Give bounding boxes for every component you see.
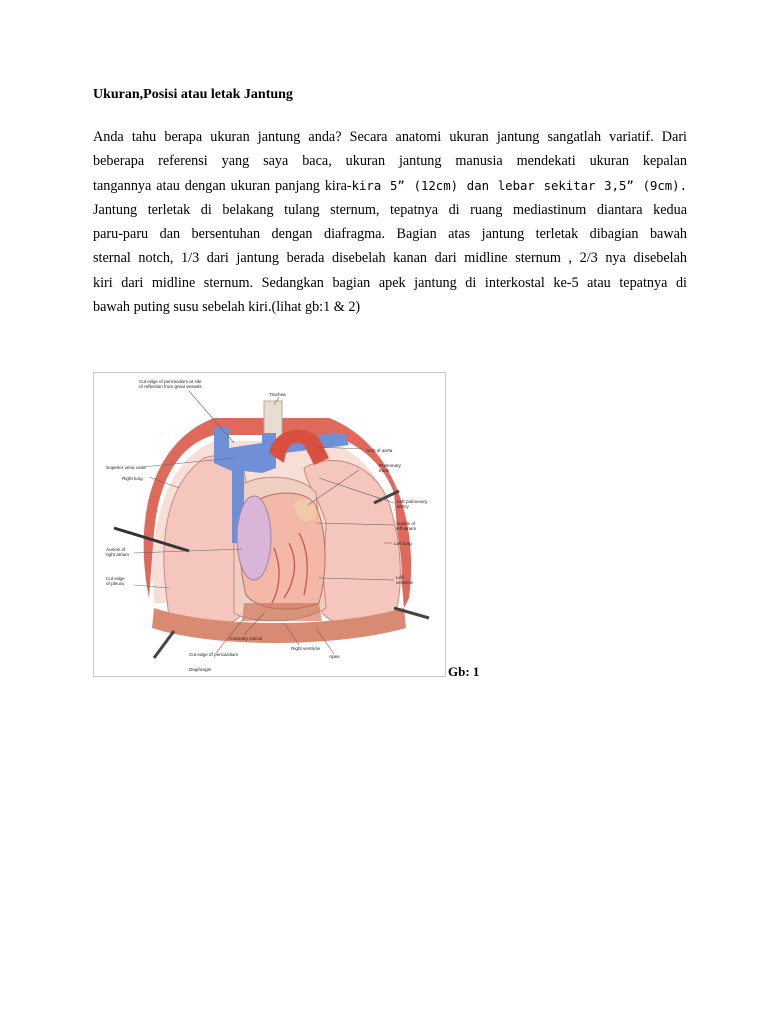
- retractor-bottom-left: [154, 631, 174, 658]
- label-cut-edge-pericardium: Cut edge of pericardium: [189, 652, 239, 657]
- paragraph-line: bawah puting susu sebelah kiri.(lihat gb:1 & 2): [93, 299, 361, 316]
- paragraph-line-start: tangannya atau dengan ukuran panjang kira-: [93, 177, 352, 194]
- paragraph-line: Jantung terletak di belakang tulang sternum, tepatnya di ruang mediastinum diantara kedua: [93, 201, 687, 218]
- label-trachea: Trachea: [269, 392, 286, 397]
- paragraph-line: paru-paru dan bersentuhan dengan diafragma. Bagian atas jantung terletak dibagian bawah: [93, 226, 687, 243]
- label-pulmonary-trunk: Pulmonary: [379, 463, 401, 468]
- label-cut-edge-pleura: Cut edge: [106, 576, 125, 581]
- label-arch-of-aorta: Arch of aorta: [366, 448, 393, 453]
- right-atrium-shape: [237, 496, 271, 580]
- label-pulmonary-trunk: trunk: [379, 468, 390, 473]
- paragraph-line: Anda tahu berapa ukuran jantung anda? Secara anatomi ukuran jantung sangatlah variatif. Dari: [93, 129, 687, 145]
- label-superior-vena-cava: Superior vena cava: [106, 465, 146, 470]
- size-measurement-text: kira 5” (12cm) dan lebar sekitar 3,5” (9cm).: [351, 178, 687, 193]
- label-left-lung: Left lung: [394, 541, 412, 546]
- label-left-ventricle: ventricle: [396, 580, 414, 585]
- label-coronary-sulcus: Coronary sulcus: [229, 636, 263, 641]
- label-auricle-right-atrium: Auricle of: [106, 547, 126, 552]
- paragraph-line: sternal notch, 1/3 dari jantung berada disebelah kanan dari midline sternum , 2/3 nya disebelah: [93, 250, 687, 267]
- paragraph-line: kiri dari midline sternum. Sedangkan bagian apek jantung di interkostal ke-5 atau tepatnya di: [93, 274, 687, 291]
- label-pericardium-cut: Cut edge of pericardium at site: [139, 379, 202, 384]
- heart-anatomy-figure: [93, 372, 446, 677]
- page-title: Ukuran,Posisi atau letak Jantung: [93, 87, 293, 102]
- label-pericardium-cut: of reflection from great vessels: [139, 384, 202, 389]
- label-auricle-right-atrium: right atrium: [106, 552, 129, 557]
- label-right-ventricle: Right ventricle: [291, 646, 321, 651]
- label-apex: Apex: [329, 654, 340, 659]
- body-paragraph: [93, 125, 687, 319]
- label-right-lung: Right lung: [122, 476, 143, 481]
- paragraph-line: beberapa referensi yang saya baca, ukuran jantung manusia mendekati ukuran kepalan: [93, 153, 687, 170]
- heart-illustration: [94, 373, 446, 677]
- label-auricle-left-atrium: Auricle of: [396, 521, 416, 526]
- diaphragm-fibers: [242, 603, 322, 621]
- label-diaphragm: Diaphragm: [189, 667, 212, 672]
- label-left-pulmonary-artery: Left pulmonary: [397, 499, 428, 504]
- label-left-ventricle: Left: [396, 575, 404, 580]
- label-cut-edge-pleura: of pleura: [106, 581, 124, 586]
- label-auricle-left-atrium: left atrium: [396, 526, 417, 531]
- paragraph-line: [93, 174, 687, 198]
- figure-caption: Gb: 1: [448, 664, 480, 679]
- label-left-pulmonary-artery: artery: [397, 504, 409, 509]
